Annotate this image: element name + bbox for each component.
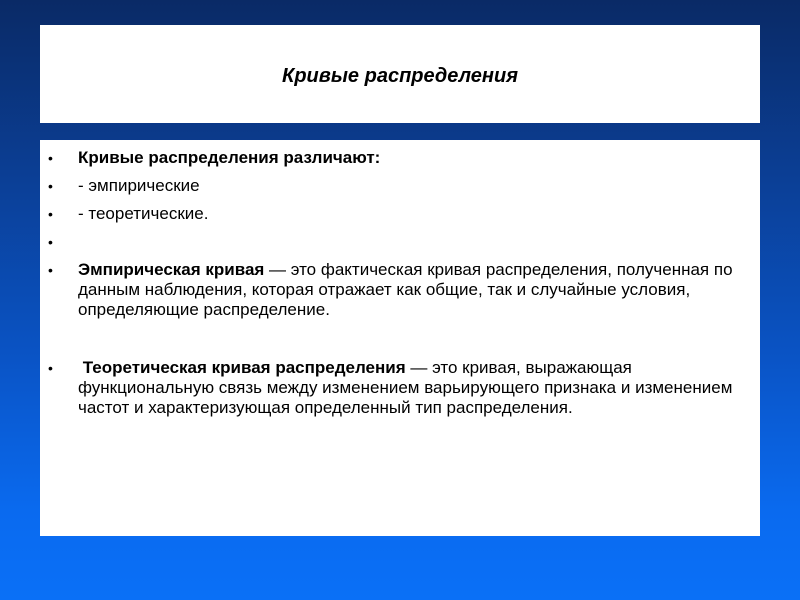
bullet-bold-text: Эмпирическая кривая: [78, 260, 265, 279]
bullet-list: [40, 148, 760, 418]
bullet-icon: •: [48, 262, 53, 278]
bullet-icon: •: [48, 360, 53, 376]
list-item: [40, 204, 760, 224]
bullet-icon: •: [48, 178, 53, 194]
bullet-text: - теоретические.: [78, 204, 209, 223]
bullet-bold-text: Кривые распределения различают:: [78, 148, 381, 167]
bullet-text: — это кривая, выражающая функциональную связь между изменением варьирующего признака и изменением частот и характеризующая определенный тип распределения.: [78, 358, 733, 417]
list-item: [40, 176, 760, 196]
bullet-text: — это фактическая кривая распределения, полученная по данным наблюдения, которая отражает как общие, так и случайные условия, определяющие распределение.: [78, 260, 733, 319]
bullet-icon: •: [48, 206, 53, 222]
list-item: [40, 358, 760, 418]
content-panel: [40, 140, 760, 536]
bullet-text: - эмпирические: [78, 176, 200, 195]
bullet-bold-text: Теоретическая кривая распределения: [78, 358, 406, 377]
list-item: [40, 260, 760, 320]
slide-title: Кривые распределения: [282, 64, 518, 87]
title-panel: [40, 25, 760, 123]
list-item: [40, 232, 760, 252]
list-item: [40, 148, 760, 168]
bullet-icon: •: [48, 234, 53, 250]
bullet-icon: •: [48, 150, 53, 166]
